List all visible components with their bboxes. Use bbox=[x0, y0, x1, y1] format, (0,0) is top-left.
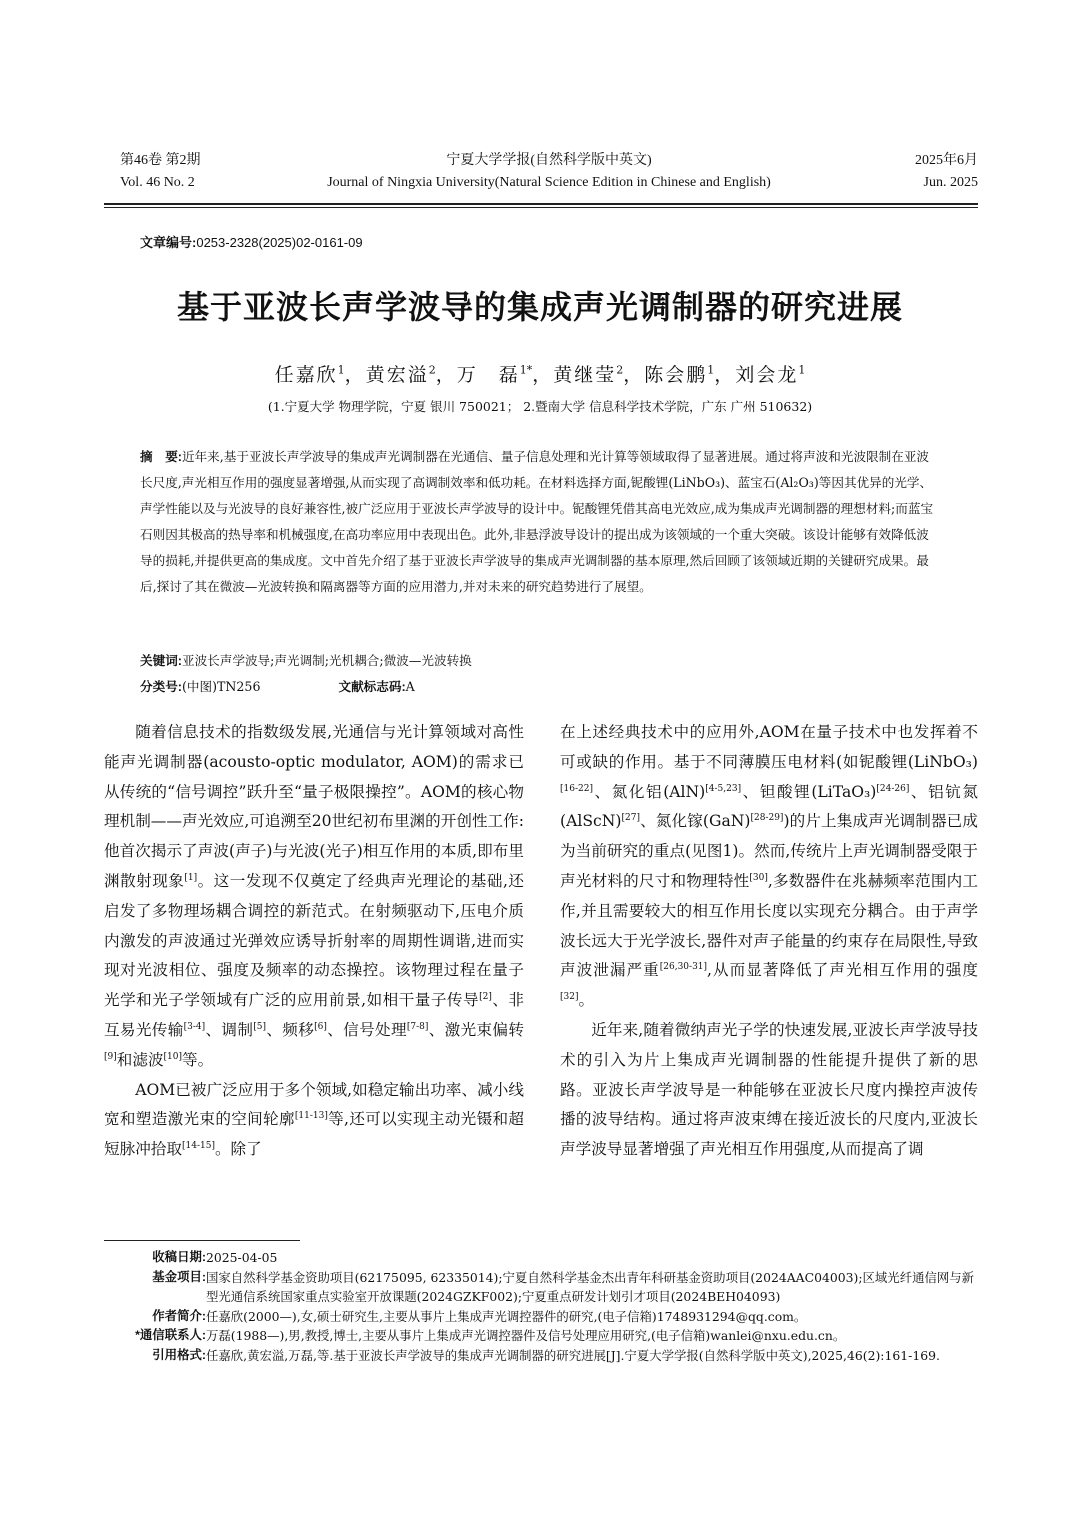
author-separator: ， bbox=[532, 364, 554, 386]
body-text: )的片上集成声光调制器已成为当前研究的重点(见图1)。然而,传统片上声光调制器受限于声光材料的尺寸和物理特性 bbox=[560, 812, 978, 890]
footnote-author bbox=[120, 1307, 980, 1327]
citation-ref[interactable]: [2] bbox=[479, 991, 492, 1002]
citation-format-label: 引用格式: bbox=[152, 1347, 206, 1362]
keywords-text: 亚波长声学波导;声光调制;光机耦合;微波—光波转换 bbox=[181, 653, 472, 668]
journal-name bbox=[120, 150, 978, 194]
footnotes bbox=[120, 1248, 980, 1366]
classification-label: 分类号: bbox=[140, 680, 182, 694]
citation-format-text: 任嘉欣,黄宏溢,万磊,等.基于亚波长声学波导的集成声光调制器的研究进展[J].宁夏大学学报(自然科学版中英文),2025,46(2):161-169. bbox=[206, 1347, 940, 1363]
body-text: 、钽酸锂(LiTaO₃) bbox=[741, 782, 877, 801]
body-text: 、非互易光传输 bbox=[104, 991, 524, 1039]
date-cn: 2025年6月 bbox=[915, 153, 978, 168]
body-text: ,多数器件在兆赫频率范围内工作,并且需要较大的相互作用长度以实现充分耦合。由于声学波长远大于光学波长,器件对声子能量的约束存在局限性,导致声波泄漏严重 bbox=[560, 871, 978, 980]
running-header bbox=[120, 150, 978, 202]
author-affil-mark: 2 bbox=[616, 363, 624, 377]
footnote-corresponding bbox=[120, 1326, 980, 1346]
citation-ref[interactable]: [11-13] bbox=[294, 1111, 328, 1122]
citation-ref[interactable]: [1] bbox=[184, 872, 198, 883]
citation-ref[interactable]: [5] bbox=[253, 1021, 267, 1032]
affiliations: (1.宁夏大学 物理学院，宁夏 银川 750021； 2.暨南大学 信息科学技术学院，广东 广州 510632) bbox=[267, 399, 813, 414]
body-column-left bbox=[104, 718, 524, 1165]
body-text: 、铝钪氮(AlScN) bbox=[560, 782, 978, 831]
author-separator: ， bbox=[714, 364, 736, 386]
author-affil-mark: 1* bbox=[519, 363, 533, 377]
author-bio-text: 任嘉欣(2000—),女,硕士研究生,主要从事片上集成声光调控器件的研究,(电子信箱)1748931294@qq.com。 bbox=[206, 1308, 807, 1324]
fund-label: 基金项目: bbox=[152, 1269, 206, 1284]
author-bio-label: 作者简介: bbox=[152, 1308, 206, 1323]
citation-ref[interactable]: [32] bbox=[560, 991, 579, 1002]
journal-cn: 宁夏大学学报(自然科学版中英文) bbox=[446, 153, 652, 168]
body-text: 、激光束偏转 bbox=[428, 1020, 524, 1039]
received-label: 收稿日期: bbox=[152, 1250, 206, 1264]
body-text: 等,还可以实现主动光镊和超短脉冲拾取 bbox=[104, 1110, 524, 1159]
citation-ref[interactable]: [10] bbox=[163, 1051, 183, 1062]
author-name: 陈会鹏 bbox=[644, 364, 708, 386]
issue-date bbox=[915, 150, 978, 194]
author-affil-mark: 1 bbox=[337, 363, 345, 377]
citation-ref[interactable]: [30] bbox=[749, 872, 768, 883]
classification-value: (中图)TN256 bbox=[181, 679, 261, 694]
author-separator: ， bbox=[344, 364, 366, 386]
journal-en: Journal of Ningxia University(Natural Science Edition in Chinese and English) bbox=[327, 175, 771, 190]
doc-code-label: 文献标志码: bbox=[338, 680, 406, 694]
author-affil-mark: 1 bbox=[798, 363, 806, 377]
author-name: 万 磊 bbox=[456, 364, 520, 386]
author-name: 刘会龙 bbox=[735, 364, 799, 386]
body-paragraph bbox=[104, 718, 524, 1076]
footnote-citation bbox=[120, 1346, 980, 1366]
article-number-label: 文章编号: bbox=[140, 235, 197, 250]
volume-en: Vol. 46 No. 2 bbox=[120, 175, 195, 190]
citation-ref[interactable]: [4-5,23] bbox=[705, 783, 742, 794]
keywords bbox=[140, 650, 940, 672]
keywords-label: 关键词: bbox=[140, 654, 182, 668]
author-list bbox=[0, 360, 1080, 387]
author-name: 黄继莹 bbox=[553, 364, 617, 386]
citation-ref[interactable]: [26,30-31] bbox=[659, 962, 708, 973]
author-name: 黄宏溢 bbox=[365, 364, 429, 386]
received-date: 2025-04-05 bbox=[206, 1250, 278, 1265]
body-text: 等。 bbox=[182, 1050, 214, 1069]
author-separator: ， bbox=[435, 364, 457, 386]
body-text: 、氮化镓(GaN) bbox=[639, 812, 751, 831]
footnote-received bbox=[120, 1248, 980, 1268]
footnote-fund bbox=[120, 1268, 980, 1307]
doc-code-value: A bbox=[405, 679, 415, 694]
corresponding-label: *通信联系人: bbox=[135, 1328, 206, 1343]
body-paragraph bbox=[104, 1076, 524, 1165]
footnote-rule bbox=[104, 1240, 300, 1241]
citation-ref[interactable]: [3-4] bbox=[183, 1021, 206, 1032]
body-paragraph bbox=[560, 718, 978, 1016]
author-separator: ， bbox=[623, 364, 645, 386]
corresponding-text: 万磊(1988—),男,教授,博士,主要从事片上集成声光调控器件及信号处理应用研究,(电子信箱)wanlei@nxu.edu.cn。 bbox=[206, 1328, 846, 1344]
author-affil-mark: 1 bbox=[707, 363, 715, 377]
header-rule-thin bbox=[104, 207, 978, 208]
body-text: 、频移 bbox=[266, 1020, 315, 1039]
citation-ref[interactable]: [16-22] bbox=[560, 783, 593, 794]
abstract-text: 近年来,基于亚波长声学波导的集成声光调制器在光通信、量子信息处理和光计算等领域取得了显著进展。通过将声波和光波限制在亚波长尺度,声光相互作用的强度显著增强,从而实现了高调制效率和低功耗。在材料选择方面,铌酸锂(LiNbO₃)、蓝宝石(Al₂O₃)等因其优异的光学、声学性能以及与光波导的良好兼容性,被广泛应用于亚波长声学波导的设计中。铌酸锂凭借其高电光效应,成为集成声光调制器的理想材料;而蓝宝石则因其极高的热导率和机械强度,在高功率应用中表现出色。此外,非悬浮波导设计的提出成为该领域的一个重大突破。该设计能够有效降低波导的损耗,并提供更高的集成度。文中首先介绍了基于亚波长声学波导的集成声光调制器的基本原理,然后回顾了该领域近期的关键研究成果。最后,探讨了其在微波—光波转换和隔离器等方面的应用潜力,并对未来的研究趋势进行了展望。 bbox=[140, 449, 934, 594]
body-text: 和滤波 bbox=[116, 1050, 164, 1069]
citation-ref[interactable]: [27] bbox=[621, 813, 640, 824]
body-column-right bbox=[560, 718, 978, 1165]
article-number-value: 0253-2328(2025)02-0161-09 bbox=[196, 235, 363, 250]
header-rule bbox=[104, 203, 978, 205]
paper-title: 基于亚波长声学波导的集成声光调制器的研究进展 bbox=[176, 288, 903, 326]
citation-ref[interactable]: [9] bbox=[104, 1051, 117, 1062]
citation-ref[interactable]: [7-8] bbox=[406, 1021, 429, 1032]
body-text: 。 bbox=[578, 991, 595, 1010]
abstract bbox=[140, 444, 940, 600]
citation-ref[interactable]: [14-15] bbox=[181, 1140, 215, 1151]
fund-text: 国家自然科学基金资助项目(62175095, 62335014);宁夏自然科学基金杰出青年科研基金资助项目(2024AAC04003);区域光纤通信网与新型光通信系统国家重点实验室开放课题(2024GZKF002);宁夏重点研发计划引才项目(2024BEH04093) bbox=[206, 1269, 975, 1305]
body-text: 、信号处理 bbox=[326, 1020, 407, 1039]
body-text: 。这一发现不仅奠定了经典声光理论的基础,还启发了多物理场耦合调控的新范式。在射频驱动下,压电介质内激发的声波通过光弹效应诱导折射率的周期性调谐,进而实现对光波相位、强度及频率的动态操控。该物理过程在量子光学和光子学领域有广泛的应用前景,如相干量子传导 bbox=[104, 871, 524, 1010]
body-text: 在上述经典技术中的应用外,AOM在量子技术中也发挥着不可或缺的作用。基于不同薄膜压电材料(如铌酸锂(LiNbO₃) bbox=[560, 723, 978, 771]
author-affil-mark: 2 bbox=[428, 363, 436, 377]
body-text: 随着信息技术的指数级发展,光通信与光计算领域对高性能声光调制器(acousto-optic modulator, AOM)的需求已从传统的“信号调控”跃升至“量子极限操控”。AOM的核心物理机制——声光效应,可追溯至20世纪初布里渊的开创性工作:他首次揭示了声波(声子)与光波(光子)相互作用的本质,即布里渊散射现象 bbox=[104, 723, 524, 890]
body-text: 。除了 bbox=[214, 1140, 262, 1159]
body-text: 、氮化铝(AlN) bbox=[592, 782, 706, 801]
citation-ref[interactable]: [28-29] bbox=[750, 813, 784, 824]
classification-row bbox=[140, 676, 940, 698]
body-text: AOM已被广泛应用于多个领域,如稳定输出功率、减小线宽和塑造激光束的空间轮廓 bbox=[104, 1080, 524, 1129]
citation-ref[interactable]: [6] bbox=[314, 1021, 327, 1032]
abstract-label: 摘 要: bbox=[140, 450, 182, 464]
body-text: 、调制 bbox=[205, 1020, 254, 1039]
article-number bbox=[140, 232, 363, 251]
volume-cn: 第46卷 第2期 bbox=[120, 153, 201, 168]
body-paragraph: 近年来,随着微纳声光子学的快速发展,亚波长声学波导技术的引入为片上集成声光调制器的性能提升提供了新的思路。亚波长声学波导是一种能够在亚波长尺度内操控声波传播的波导结构。通过将声波束缚在接近波长的尺度内,亚波长声学波导显著增强了声光相互作用强度,从而提高了调 bbox=[560, 1020, 978, 1159]
date-en: Jun. 2025 bbox=[923, 175, 978, 190]
author-name: 任嘉欣 bbox=[274, 364, 338, 386]
body-text: ,从而显著降低了声光相互作用的强度 bbox=[707, 961, 978, 980]
citation-ref[interactable]: [24-26] bbox=[876, 783, 910, 794]
